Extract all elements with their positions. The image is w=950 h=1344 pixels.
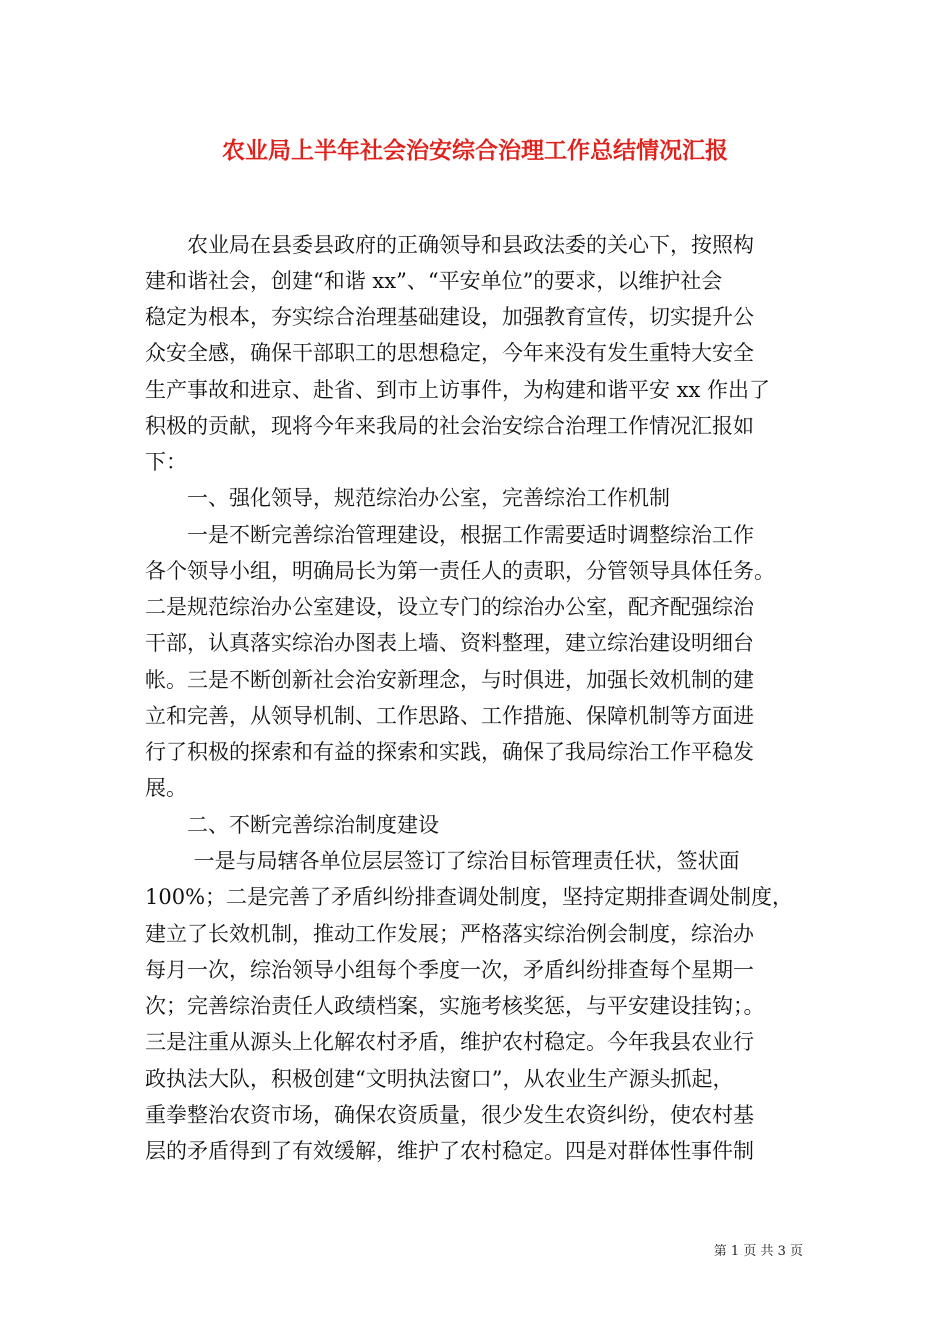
body-line: 层的矛盾得到了有效缓解，维护了农村稳定。四是对群体性事件制	[145, 1139, 754, 1163]
body-line: 一是不断完善综治管理建设，根据工作需要适时调整综治工作	[145, 523, 754, 547]
section-heading: 二、不断完善综治制度建设	[145, 813, 439, 837]
body-line: 建立了长效机制，推动工作发展；严格落实综治例会制度，综治办	[145, 922, 754, 946]
body-line: 各个领导小组，明确局长为第一责任人的责职，分管领导具体任务。	[145, 559, 775, 583]
body-line: 生产事故和进京、赴省、到市上访事件，为构建和谐平安 xx 作出了	[145, 378, 771, 402]
body-line: 农业局在县委县政府的正确领导和县政法委的关心下，按照构	[145, 233, 754, 257]
body-line: 立和完善，从领导机制、工作思路、工作措施、保障机制等方面进	[145, 704, 754, 728]
body-line: 行了积极的探索和有益的探索和实践，确保了我局综治工作平稳发	[145, 740, 754, 764]
section-heading: 一、强化领导，规范综治办公室，完善综治工作机制	[145, 486, 670, 510]
body-line: 建和谐社会，创建“和谐 xx”、“平安单位”的要求，以维护社会	[145, 269, 723, 293]
body-line: 二是规范综治办公室建设，设立专门的综治办公室，配齐配强综治	[145, 595, 754, 619]
body-line: 三是注重从源头上化解农村矛盾，维护农村稳定。今年我县农业行	[145, 1030, 754, 1054]
body-line: 一是与局辖各单位层层签订了综治目标管理责任状，签状面	[145, 849, 740, 873]
body-line: 政执法大队，积极创建“文明执法窗口”，从农业生产源头抓起，	[145, 1067, 734, 1091]
body-line: 100%；二是完善了矛盾纠纷排查调处制度，坚持定期排查调处制度，	[145, 885, 794, 909]
body-line: 积极的贡献，现将今年来我局的社会治安综合治理工作情况汇报如	[145, 414, 754, 438]
body-line: 每月一次，综治领导小组每个季度一次，矛盾纠纷排查每个星期一	[145, 958, 754, 982]
body-line: 干部，认真落实综治办图表上墙、资料整理，建立综治建设明细台	[145, 631, 754, 655]
body-line: 次；完善综治责任人政绩档案，实施考核奖惩，与平安建设挂钩；。	[145, 994, 765, 1018]
body-line: 重拳整治农资市场，确保农资质量，很少发生农资纠纷，使农村基	[145, 1103, 754, 1127]
page-number-footer: 第 1 页 共 3 页	[713, 1244, 803, 1259]
body-line: 稳定为根本，夯实综合治理基础建设，加强教育宣传，切实提升公	[145, 305, 754, 329]
document-title: 农业局上半年社会治安综合治理工作总结情况汇报	[222, 137, 728, 164]
body-line: 众安全感，确保干部职工的思想稳定，今年来没有发生重特大安全	[145, 341, 754, 365]
body-line: 帐。三是不断创新社会治安新理念，与时俱进，加强长效机制的建	[145, 668, 754, 692]
body-line: 展。	[145, 776, 187, 800]
body-line: 下：	[145, 450, 187, 474]
